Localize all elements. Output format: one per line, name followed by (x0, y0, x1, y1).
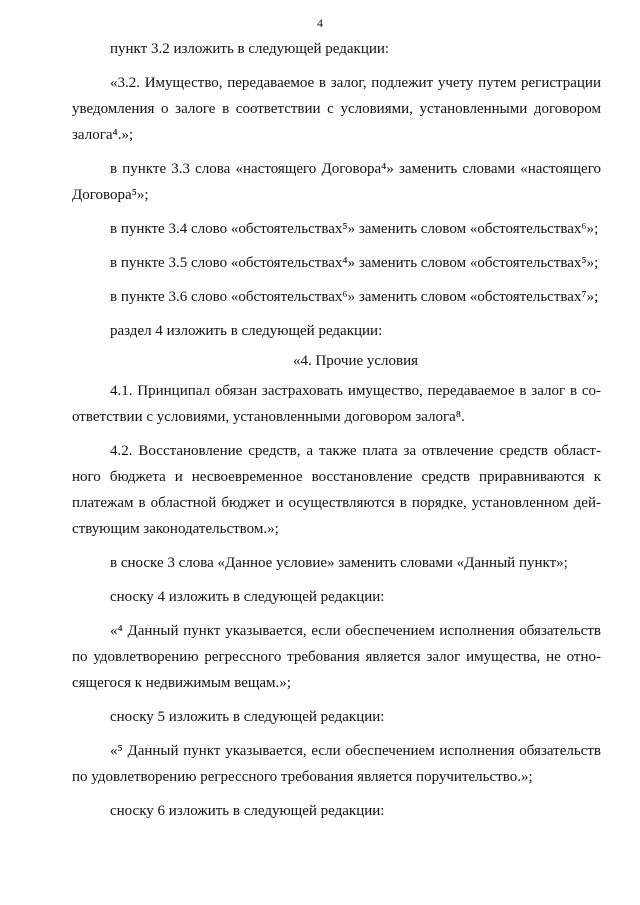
paragraph-footnote-5-text: «⁵ Данный пункт указывается, если обеспечением исполнения обязательств по удовлетворению регрессного требования является поручительство.»; (72, 743, 601, 785)
paragraph-footnote-4-intro: сноску 4 изложить в следующей редакции: (110, 589, 385, 605)
page-number: 4 (317, 16, 323, 30)
paragraph-footnote-5-intro: сноску 5 изложить в следующей редакции: (110, 709, 385, 725)
paragraph-amend-3-6: в пункте 3.6 слово «обстоятельствах⁶» заменить словом «обстоятельствах⁷»; (110, 289, 599, 305)
paragraph-footnote-6-intro: сноску 6 изложить в следующей редакции: (110, 803, 385, 819)
paragraph-section-4-intro: раздел 4 изложить в следующей редакции: (110, 323, 383, 339)
section-4-heading: «4. Прочие условия (292, 353, 419, 369)
paragraph-amend-3-4: в пункте 3.4 слово «обстоятельствах⁵» заменить словом «обстоятельствах⁶»; (110, 221, 599, 237)
paragraph-clause-4-2: 4.2. Восстановление средств, а также плата за отвлечение средств областного бюджета и несвоевременное восстановление средств приравниваются к платежам в областной бюджет и осуществляются в порядке, установленном действующим законодательством.»; (72, 443, 601, 537)
paragraph-amend-3-5: в пункте 3.5 слово «обстоятельствах⁴» заменить словом «обстоятельствах⁵»; (110, 255, 599, 271)
paragraph-amend-3-2-intro: пункт 3.2 изложить в следующей редакции: (110, 41, 390, 57)
paragraph-clause-3-2: «3.2. Имущество, передаваемое в залог, подлежит учету путем регистрации уведомления о залоге в соответствии с условиями, установленными договором залога⁴.»; (72, 75, 601, 143)
document-body (72, 36, 601, 832)
paragraph-footnote-4-text: «⁴ Данный пункт указывается, если обеспечением исполнения обязательств по удовлетворению регрессного требования является залог имущества, не относящегося к недвижимым вещам.»; (72, 623, 601, 691)
paragraph-clause-4-1: 4.1. Принципал обязан застраховать имущество, передаваемое в залог в соответствии с условиями, установленными договором залога⁸. (72, 383, 601, 425)
paragraph-footnote-3-amend: в сноске 3 слова «Данное условие» заменить словами «Данный пункт»; (110, 555, 568, 571)
paragraph-amend-3-3: в пункте 3.3 слова «настоящего Договора⁴» заменить словами «настоящего Договора⁵»; (72, 161, 601, 203)
